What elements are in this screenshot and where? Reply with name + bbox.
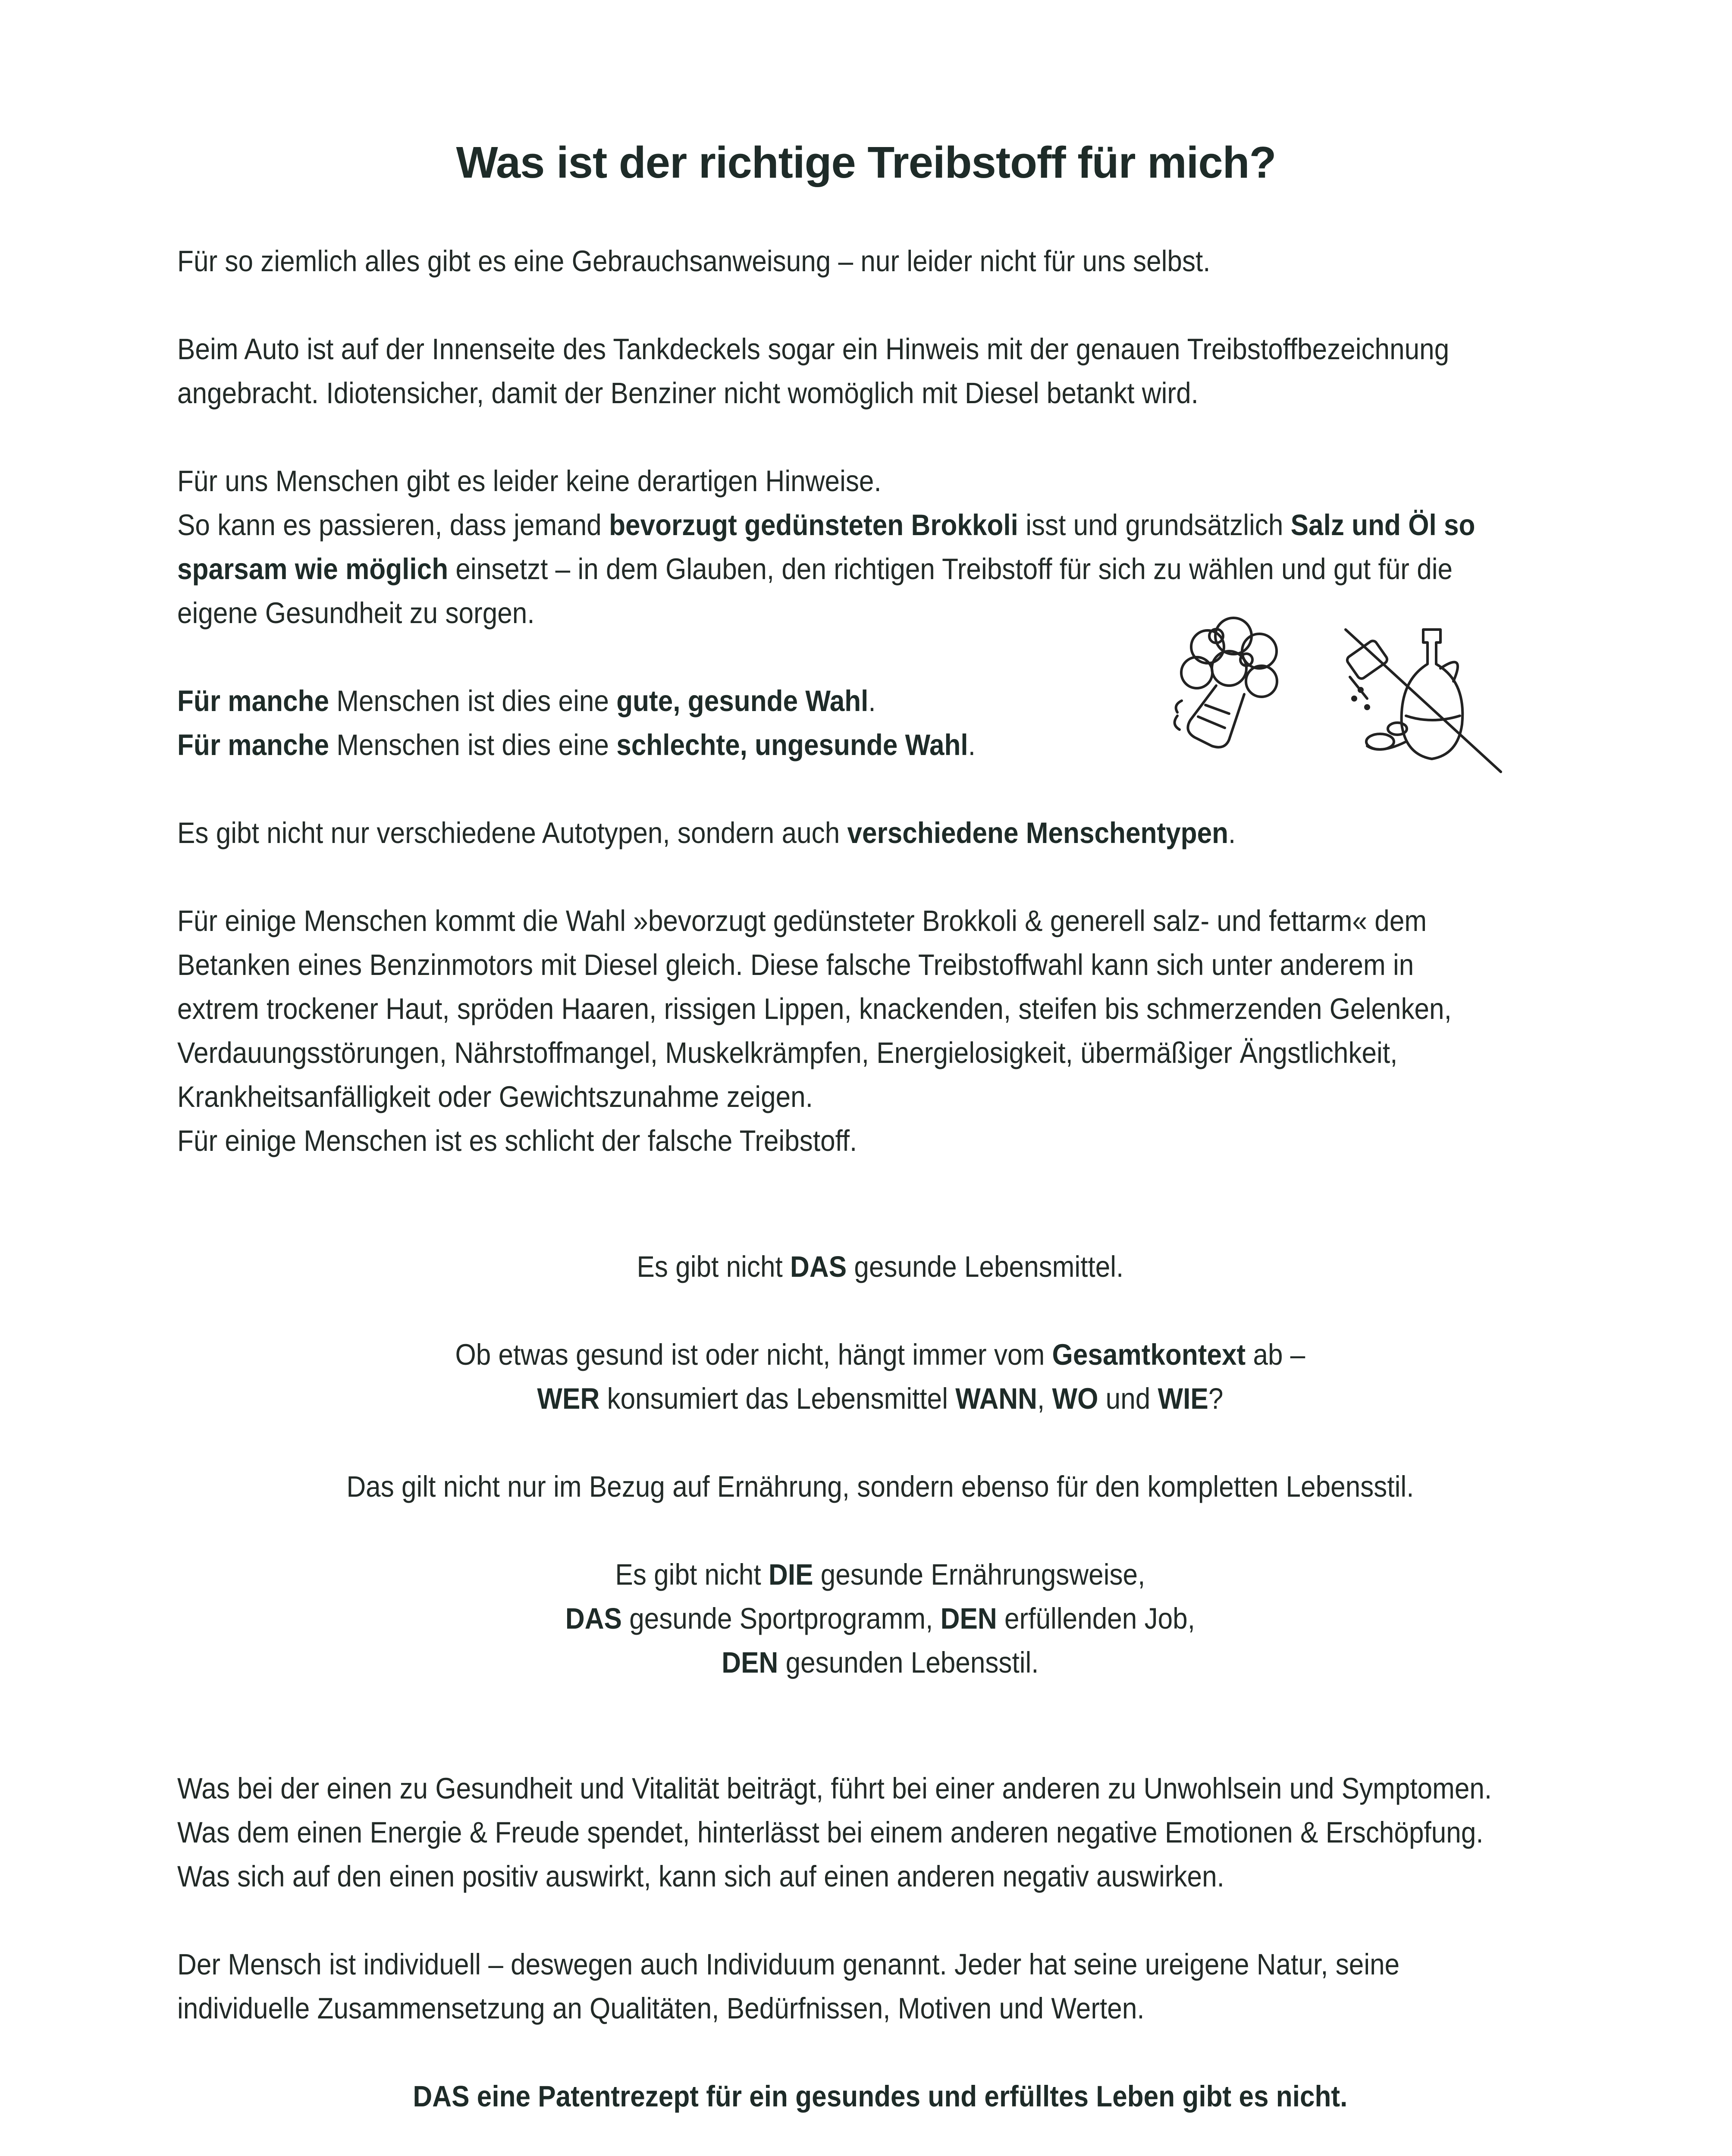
paragraph-car-line-1: Beim Auto ist auf der Innenseite des Tankdeckels sogar ein Hinweis mit der genauen Treibstoffbezeichnung	[177, 332, 1450, 366]
center-line-lifestyle-2: DEN gesunden Lebensstil.	[722, 1646, 1039, 1679]
broccoli-icon	[1175, 618, 1277, 747]
paragraph-vitality-line-1: Was bei der einen zu Gesundheit und Vitalität beiträgt, führt bei einer anderen zu Unwohlsein und Symptomen.	[177, 1772, 1492, 1805]
paragraph-intro: Für so ziemlich alles gibt es eine Gebrauchsanweisung – nur leider nicht für uns selbst.	[177, 244, 1211, 278]
body-text	[177, 239, 1492, 2156]
paragraph-individual-line-2: individuelle Zusammensetzung an Qualitäten, Bedürfnissen, Motiven und Werten.	[177, 1992, 1145, 2025]
paragraph-diesel-line-2: Betanken eines Benzinmotors mit Diesel gleich. Diese falsche Treibstoffwahl kann sich unter anderem in	[177, 948, 1414, 981]
good-choice-line: Für manche Menschen ist dies eine gute, gesunde Wahl.	[177, 684, 876, 718]
paragraph-individual-line-1: Der Mensch ist individuell – deswegen auch Individuum genannt. Jeder hat seine ureigene Natur, seine	[177, 1948, 1400, 1981]
paragraph-diesel-line-5: Krankheitsanfälligkeit oder Gewichtszunahme zeigen.	[177, 1080, 813, 1113]
paragraph-types: Es gibt nicht nur verschiedene Autotypen, sondern auch verschiedene Menschentypen.	[177, 816, 1236, 849]
paragraph-diesel-line-3: extrem trockener Haut, spröden Haaren, rissigen Lippen, knackenden, steifen bis schmerzenden Gelenken,	[177, 992, 1452, 1025]
paragraph-humans-line-4: eigene Gesundheit zu sorgen.	[177, 596, 535, 630]
center-line-sport: DAS gesunde Sportprogramm, DEN erfüllenden Job,	[565, 1602, 1195, 1635]
center-line-diet: Es gibt nicht DIE gesunde Ernährungsweise,	[615, 1558, 1145, 1591]
paragraph-humans-line-2: So kann es passieren, dass jemand bevorzugt gedünsteten Brokkoli isst und grundsätzlich Salz und Öl so	[177, 508, 1475, 542]
center-line-lifestyle: Das gilt nicht nur im Bezug auf Ernährung, sondern ebenso für den kompletten Lebensstil.	[346, 1470, 1414, 1503]
center-line-food: Es gibt nicht DAS gesunde Lebensmittel.	[637, 1250, 1124, 1283]
center-line-context-2: WER konsumiert das Lebensmittel WANN, WO und WIE?	[537, 1382, 1224, 1415]
paragraph-patent-recipe: DAS eine Patentrezept für ein gesundes und erfülltes Leben gibt es nicht.	[413, 2080, 1348, 2113]
paragraph-car-line-2: angebracht. Idiotensicher, damit der Benziner nicht womöglich mit Diesel betankt wird.	[177, 376, 1199, 410]
paragraph-diesel-line-6: Für einige Menschen ist es schlicht der falsche Treibstoff.	[177, 1124, 857, 1157]
bad-choice-line: Für manche Menschen ist dies eine schlechte, ungesunde Wahl.	[177, 728, 976, 761]
paragraph-diesel-line-1: Für einige Menschen kommt die Wahl »bevorzugt gedünsteter Brokkoli & generell salz- und fettarm« dem	[177, 904, 1427, 937]
paragraph-diesel-line-4: Verdauungsstörungen, Nährstoffmangel, Muskelkrämpfen, Energielosigkeit, übermäßiger Ängstlichkeit,	[177, 1036, 1398, 1069]
paragraph-humans-line-3: sparsam wie möglich einsetzt – in dem Glauben, den richtigen Treibstoff für sich zu wählen und gut für die	[177, 552, 1453, 586]
no-salt-oil-icon	[1346, 630, 1501, 772]
paragraph-vitality-line-2: Was dem einen Energie & Freude spendet, hinterlässt bei einem anderen negative Emotionen & Erschöpfung.	[177, 1816, 1484, 1849]
center-line-context-1: Ob etwas gesund ist oder nicht, hängt immer vom Gesamtkontext ab –	[455, 1338, 1305, 1371]
paragraph-humans-line-1: Für uns Menschen gibt es leider keine derartigen Hinweise.	[177, 464, 882, 498]
illustration	[1164, 617, 1531, 789]
paragraph-vitality-line-3: Was sich auf den einen positiv auswirkt, kann sich auf einen anderen negativ auswirken.	[177, 1860, 1224, 1893]
page-title: Was ist der richtige Treibstoff für mich?	[456, 138, 1276, 187]
